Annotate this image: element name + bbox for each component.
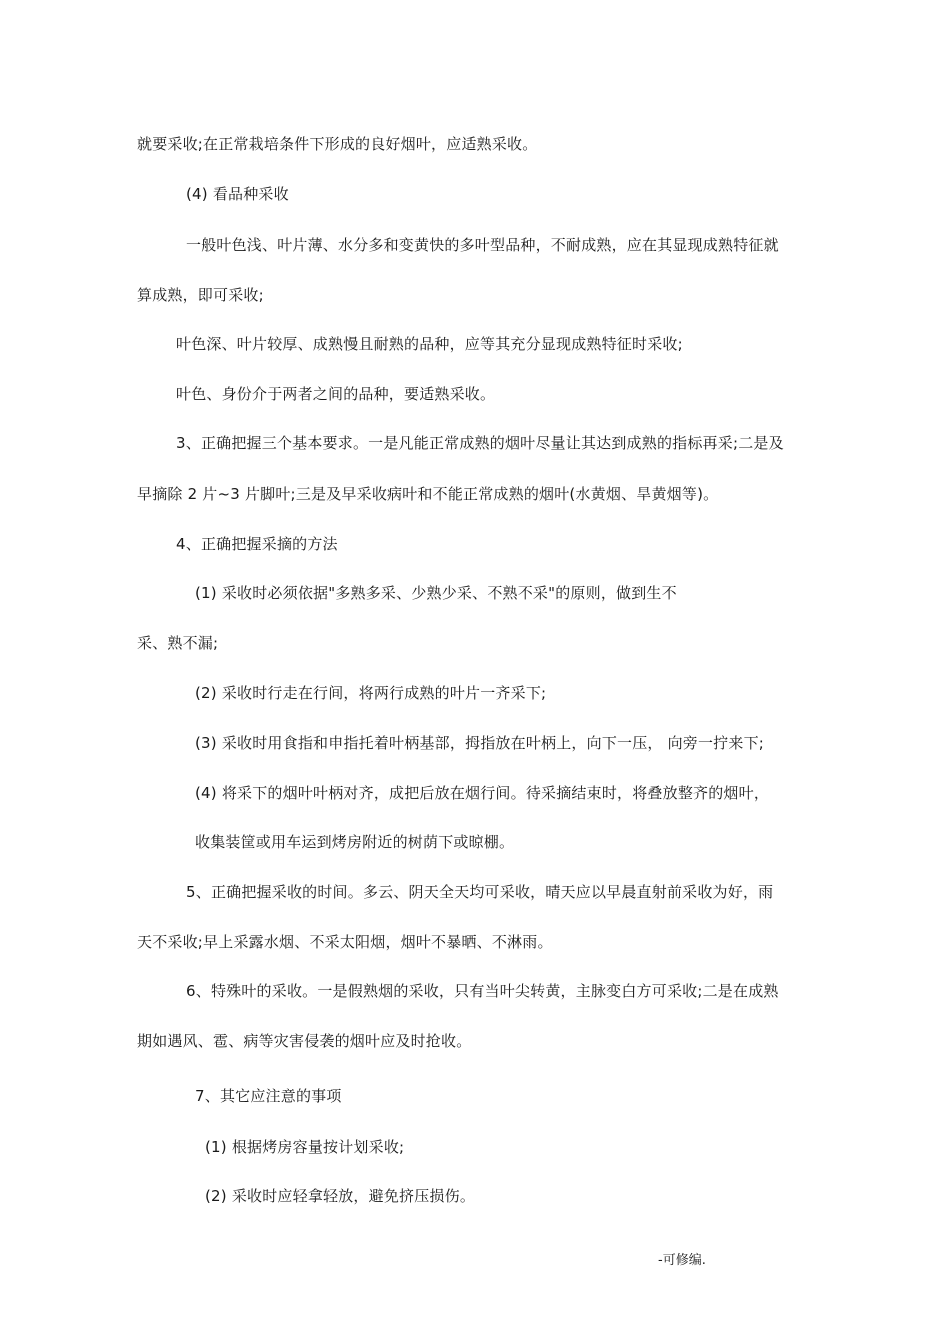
text-line: 期如遇风、雹、病等灾害侵袭的烟叶应及时抢收。	[137, 1032, 472, 1050]
text-line: 叶色深、叶片较厚、成熟慢且耐熟的品种，应等其充分显现成熟特征时采收;	[176, 335, 683, 353]
text-line: 就要采收;在正常栽培条件下形成的良好烟叶，应适熟采收。	[137, 135, 538, 153]
list-item: (1) 根据烤房容量按计划采收;	[205, 1138, 405, 1156]
section-paragraph: 5、正确把握采收的时间。多云、阴天全天均可采收，晴天应以早晨直射前采收为好，雨	[186, 883, 774, 901]
text-line: 天不采收;早上采露水烟、不采太阳烟，烟叶不暴晒、不淋雨。	[137, 933, 553, 951]
section-paragraph: 3、正确把握三个基本要求。一是凡能正常成熟的烟叶尽量让其达到成熟的指标再采;二是及	[176, 434, 784, 452]
text-line: 采、熟不漏;	[137, 634, 219, 652]
page-footer: -可修编.	[658, 1253, 706, 1268]
subsection-heading: (4) 看品种采收	[186, 185, 289, 203]
list-item: (1) 采收时必须依据"多熟多采、少熟少采、不熟不采"的原则，做到生不	[195, 584, 677, 602]
text-line: 早摘除 2 片~3 片脚叶;三是及早采收病叶和不能正常成熟的烟叶(水黄烟、旱黄烟等)。	[137, 485, 719, 503]
section-heading: 7、其它应注意的事项	[195, 1087, 342, 1105]
list-item: (4) 将采下的烟叶叶柄对齐，成把后放在烟行间。待采摘结束时，将叠放整齐的烟叶，	[195, 784, 770, 802]
list-item: (2) 采收时行走在行间，将两行成熟的叶片一齐采下;	[195, 684, 547, 702]
list-item: (3) 采收时用食指和申指托着叶柄基部，拇指放在叶柄上，向下一压， 向旁一拧来下;	[195, 734, 765, 752]
section-heading: 4、正确把握采摘的方法	[176, 535, 338, 553]
section-paragraph: 6、特殊叶的采收。一是假熟烟的采收，只有当叶尖转黄，主脉变白方可采收;二是在成熟	[186, 982, 779, 1000]
text-line: 叶色、身份介于两者之间的品种，要适熟采收。	[176, 385, 496, 403]
text-line: 一般叶色浅、叶片薄、水分多和变黄快的多叶型品种，不耐成熟，应在其显现成熟特征就	[186, 236, 779, 254]
text-line: 算成熟，即可采收;	[137, 286, 264, 304]
text-line: 收集装筐或用车运到烤房附近的树荫下或晾棚。	[195, 833, 515, 851]
list-item: (2) 采收时应轻拿轻放，避免挤压损伤。	[205, 1187, 476, 1205]
